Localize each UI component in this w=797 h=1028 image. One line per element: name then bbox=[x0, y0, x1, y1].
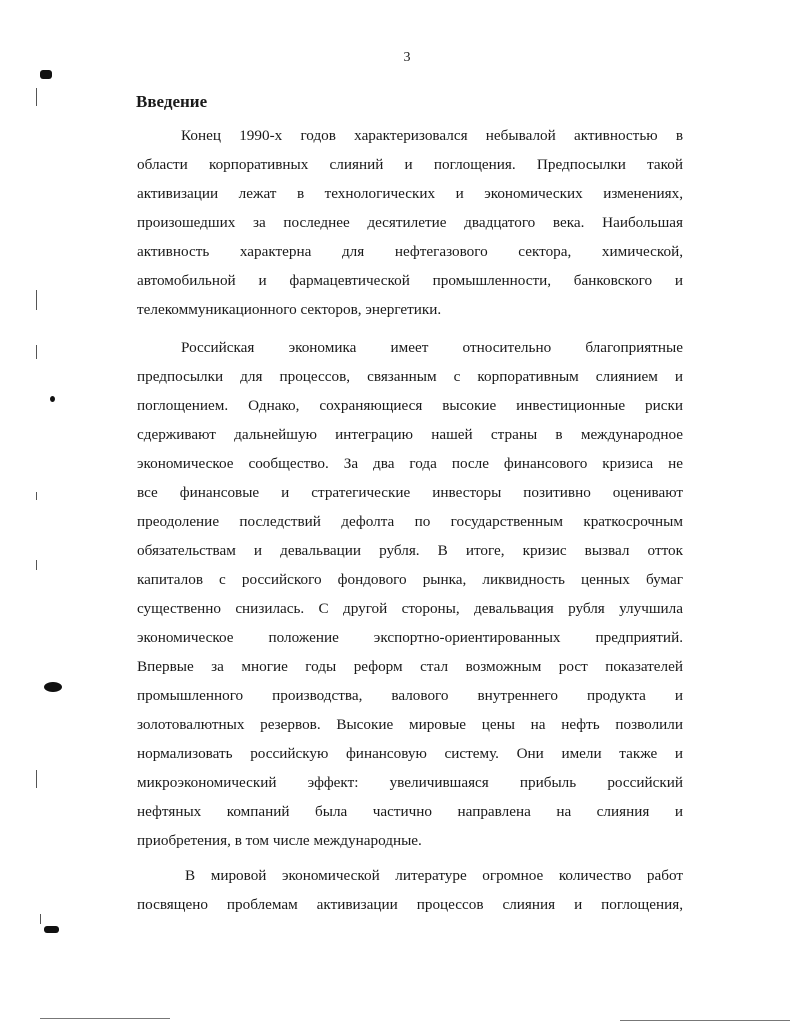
text-line: Российская экономика имеет относительно благоприятные bbox=[181, 339, 683, 356]
text-line: телекоммуникационного секторов, энергетики. bbox=[137, 301, 442, 318]
text-line: автомобильной и фармацевтической промышленности, банковского и bbox=[137, 272, 683, 289]
text-line: нормализовать российскую финансовую систему. Они имели также и bbox=[137, 745, 683, 762]
scan-artifact bbox=[620, 1020, 790, 1021]
text-line: обязательствам и девальвации рубля. В итоге, кризис вызвал отток bbox=[137, 542, 683, 559]
scan-artifact bbox=[36, 492, 37, 500]
text-line: активизации лежат в технологических и экономических изменениях, bbox=[137, 185, 683, 202]
text-line: микроэкономический эффект: увеличившаяся прибыль российский bbox=[137, 774, 683, 791]
paragraph-3 bbox=[137, 861, 683, 919]
text-line: активность характерна для нефтегазового сектора, химической, bbox=[137, 243, 683, 260]
text-line: золотовалютных резервов. Высокие мировые цены на нефть позволили bbox=[137, 716, 683, 733]
text-line: капиталов с российского фондового рынка, ликвидность ценных бумаг bbox=[137, 571, 683, 588]
paragraph-1 bbox=[137, 121, 683, 324]
text-line: поглощением. Однако, сохраняющиеся высокие инвестиционные риски bbox=[137, 397, 683, 414]
scan-artifact bbox=[36, 560, 37, 570]
scan-artifact bbox=[40, 70, 52, 79]
section-heading: Введение bbox=[136, 92, 208, 111]
paragraph-2 bbox=[137, 333, 683, 855]
text-line: Впервые за многие годы реформ стал возможным рост показателей bbox=[137, 658, 683, 675]
text-line: произошедших за последнее десятилетие двадцатого века. Наибольшая bbox=[137, 214, 683, 231]
scan-artifact bbox=[44, 926, 59, 933]
text-line: существенно снизилась. С другой стороны, девальвация рубля улучшила bbox=[137, 600, 683, 617]
text-line: нефтяных компаний была частично направлена на слияния и bbox=[137, 803, 683, 820]
text-line: все финансовые и стратегические инвесторы позитивно оценивают bbox=[137, 484, 683, 501]
text-line: предпосылки для процессов, связанным с корпоративным слиянием и bbox=[137, 368, 683, 385]
scan-artifact bbox=[40, 1018, 170, 1019]
text-line: области корпоративных слияний и поглощения. Предпосылки такой bbox=[137, 156, 683, 173]
scan-artifact bbox=[50, 396, 55, 402]
text-line: В мировой экономической литературе огромное количество работ bbox=[185, 867, 683, 884]
scan-artifact bbox=[36, 88, 37, 106]
scan-artifact bbox=[36, 290, 37, 310]
scan-artifact bbox=[36, 770, 37, 788]
scan-artifact bbox=[40, 914, 41, 924]
scan-artifact bbox=[36, 345, 37, 359]
text-line: посвящено проблемам активизации процессов слияния и поглощения, bbox=[137, 896, 683, 913]
text-line: сдерживают дальнейшую интеграцию нашей страны в международное bbox=[137, 426, 683, 443]
page-number: 3 bbox=[403, 50, 411, 65]
text-line: экономическое сообщество. За два года после финансового кризиса не bbox=[137, 455, 683, 472]
text-line: преодоление последствий дефолта по государственным краткосрочным bbox=[137, 513, 683, 530]
text-line: приобретения, в том числе международные. bbox=[137, 832, 422, 849]
text-line: Конец 1990-х годов характеризовался небывалой активностью в bbox=[181, 127, 683, 144]
text-line: промышленного производства, валового внутреннего продукта и bbox=[137, 687, 683, 704]
text-line: экономическое положение экспортно-ориентированных предприятий. bbox=[137, 629, 683, 646]
scan-artifact bbox=[44, 682, 62, 692]
